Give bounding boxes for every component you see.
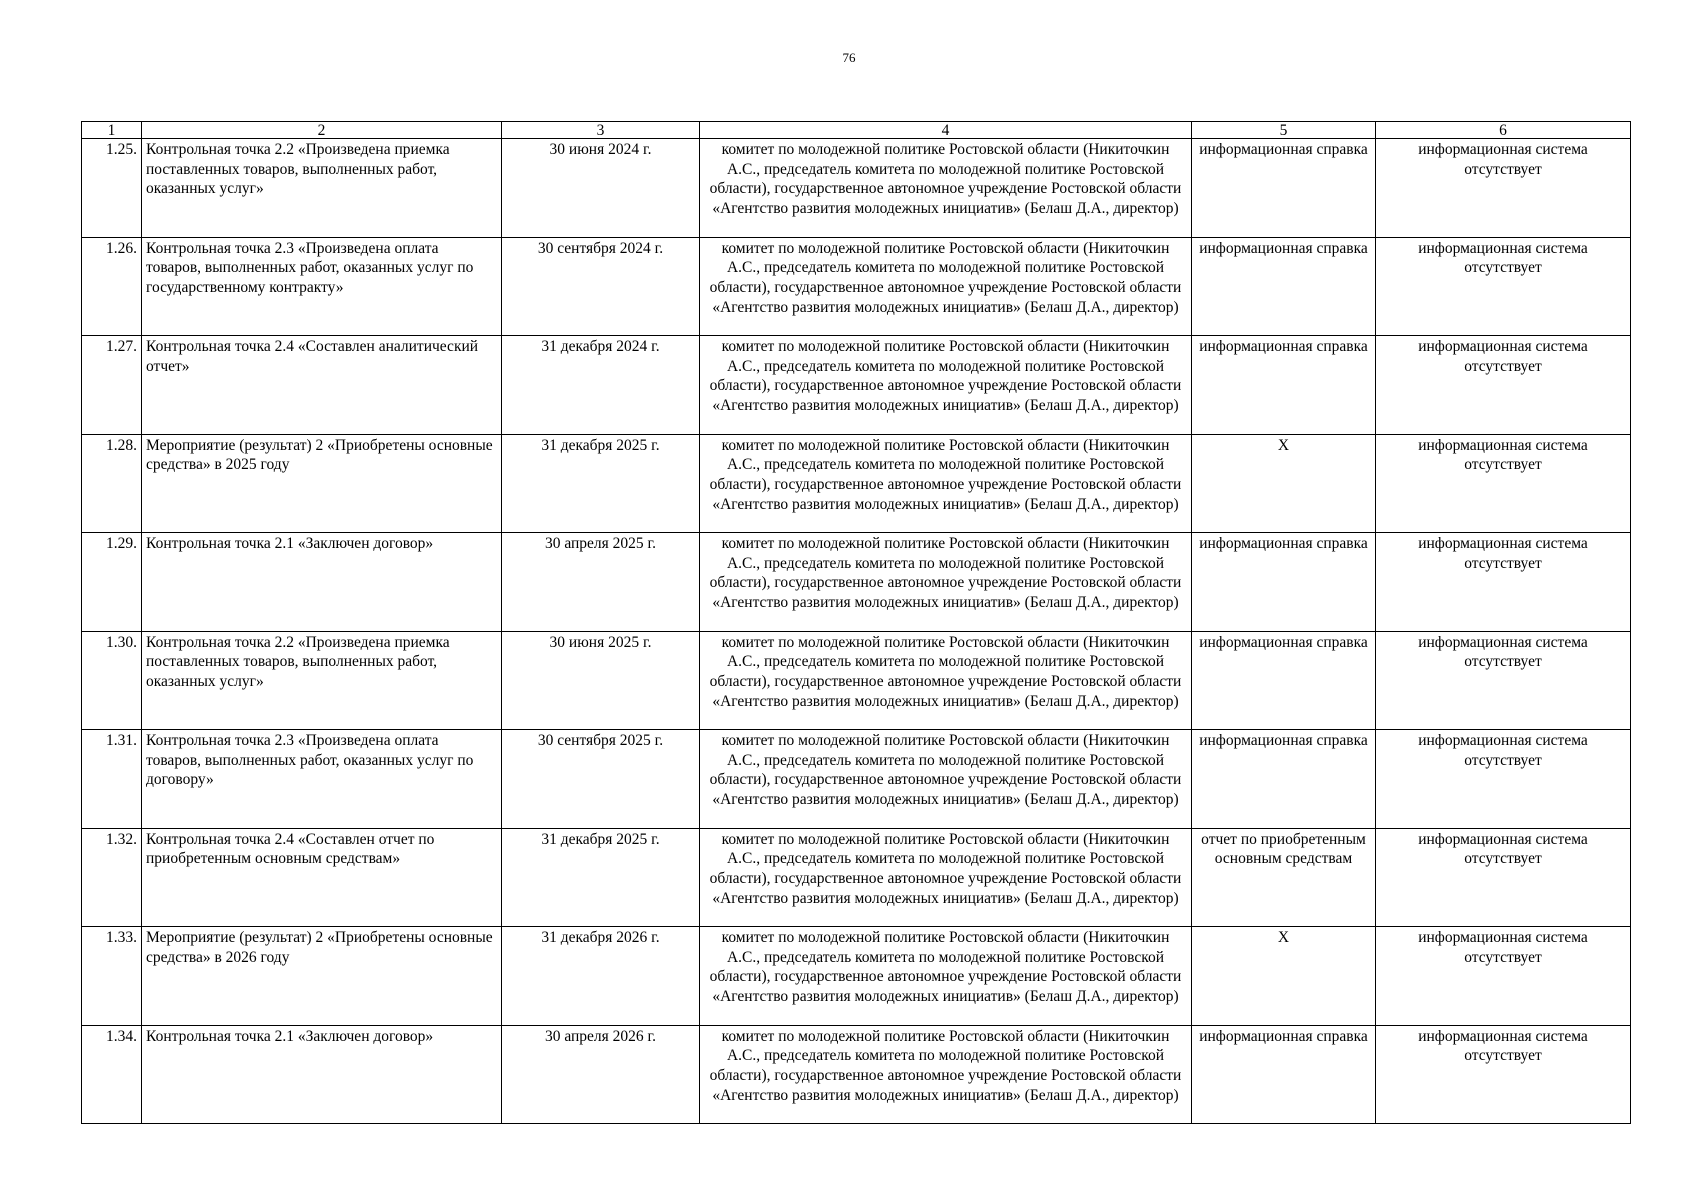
row-document: информационная справка (1192, 631, 1376, 730)
row-event-name: Контрольная точка 2.3 «Произведена оплата товаров, выполненных работ, оказанных услуг по договору» (142, 730, 502, 829)
row-deadline: 31 декабря 2026 г. (502, 927, 700, 1026)
row-info-system: информационная система отсутствует (1376, 533, 1631, 632)
table-row (82, 631, 1631, 730)
row-responsible: комитет по молодежной политике Ростовской области (Никиточкин А.С., председатель комитета по молодежной политике Ростовской области), государственное автономное учреждение Ростовской области «Агентство развития молодежных инициатив» (Белаш Д.А., директор) (700, 237, 1192, 336)
row-number: 1.28. (82, 434, 142, 533)
table-row (82, 237, 1631, 336)
row-event-name: Контрольная точка 2.4 «Составлен отчет по приобретенным основным средствам» (142, 828, 502, 927)
row-deadline: 30 июня 2025 г. (502, 631, 700, 730)
row-number: 1.27. (82, 336, 142, 435)
row-deadline: 30 сентября 2024 г. (502, 237, 700, 336)
row-document: информационная справка (1192, 1025, 1376, 1124)
plan-table (81, 121, 1631, 1124)
row-deadline: 30 сентября 2025 г. (502, 730, 700, 829)
header-col-1: 1 (82, 122, 142, 139)
row-deadline: 31 декабря 2024 г. (502, 336, 700, 435)
row-info-system: информационная система отсутствует (1376, 927, 1631, 1026)
row-info-system: информационная система отсутствует (1376, 1025, 1631, 1124)
row-number: 1.25. (82, 139, 142, 238)
row-responsible: комитет по молодежной политике Ростовской области (Никиточкин А.С., председатель комитета по молодежной политике Ростовской области), государственное автономное учреждение Ростовской области «Агентство развития молодежных инициатив» (Белаш Д.А., директор) (700, 1025, 1192, 1124)
row-deadline: 30 апреля 2026 г. (502, 1025, 700, 1124)
row-number: 1.29. (82, 533, 142, 632)
row-event-name: Контрольная точка 2.1 «Заключен договор» (142, 533, 502, 632)
table-row (82, 434, 1631, 533)
row-number: 1.30. (82, 631, 142, 730)
row-deadline: 31 декабря 2025 г. (502, 828, 700, 927)
row-document: информационная справка (1192, 730, 1376, 829)
table-row (82, 139, 1631, 238)
table-row (82, 927, 1631, 1026)
row-responsible: комитет по молодежной политике Ростовской области (Никиточкин А.С., председатель комитета по молодежной политике Ростовской области), государственное автономное учреждение Ростовской области «Агентство развития молодежных инициатив» (Белаш Д.А., директор) (700, 631, 1192, 730)
row-info-system: информационная система отсутствует (1376, 730, 1631, 829)
row-info-system: информационная система отсутствует (1376, 139, 1631, 238)
row-document: информационная справка (1192, 237, 1376, 336)
header-col-6: 6 (1376, 122, 1631, 139)
table-row (82, 533, 1631, 632)
header-col-2: 2 (142, 122, 502, 139)
row-responsible: комитет по молодежной политике Ростовской области (Никиточкин А.С., председатель комитета по молодежной политике Ростовской области), государственное автономное учреждение Ростовской области «Агентство развития молодежных инициатив» (Белаш Д.А., директор) (700, 139, 1192, 238)
row-number: 1.32. (82, 828, 142, 927)
row-responsible: комитет по молодежной политике Ростовской области (Никиточкин А.С., председатель комитета по молодежной политике Ростовской области), государственное автономное учреждение Ростовской области «Агентство развития молодежных инициатив» (Белаш Д.А., директор) (700, 730, 1192, 829)
row-responsible: комитет по молодежной политике Ростовской области (Никиточкин А.С., председатель комитета по молодежной политике Ростовской области), государственное автономное учреждение Ростовской области «Агентство развития молодежных инициатив» (Белаш Д.А., директор) (700, 927, 1192, 1026)
row-number: 1.26. (82, 237, 142, 336)
row-info-system: информационная система отсутствует (1376, 828, 1631, 927)
header-col-5: 5 (1192, 122, 1376, 139)
row-document: информационная справка (1192, 139, 1376, 238)
row-number: 1.33. (82, 927, 142, 1026)
row-event-name: Контрольная точка 2.2 «Произведена приемка поставленных товаров, выполненных работ, оказанных услуг» (142, 631, 502, 730)
table-row (82, 336, 1631, 435)
header-col-3: 3 (502, 122, 700, 139)
row-document: отчет по приобретенным основным средствам (1192, 828, 1376, 927)
row-event-name: Контрольная точка 2.3 «Произведена оплата товаров, выполненных работ, оказанных услуг по государственному контракту» (142, 237, 502, 336)
table-header (82, 122, 1631, 139)
table-row (82, 730, 1631, 829)
row-deadline: 30 апреля 2025 г. (502, 533, 700, 632)
row-responsible: комитет по молодежной политике Ростовской области (Никиточкин А.С., председатель комитета по молодежной политике Ростовской области), государственное автономное учреждение Ростовской области «Агентство развития молодежных инициатив» (Белаш Д.А., директор) (700, 533, 1192, 632)
header-row (82, 122, 1631, 139)
header-col-4: 4 (700, 122, 1192, 139)
row-event-name: Мероприятие (результат) 2 «Приобретены основные средства» в 2025 году (142, 434, 502, 533)
row-info-system: информационная система отсутствует (1376, 237, 1631, 336)
row-number: 1.34. (82, 1025, 142, 1124)
row-deadline: 31 декабря 2025 г. (502, 434, 700, 533)
row-info-system: информационная система отсутствует (1376, 434, 1631, 533)
row-responsible: комитет по молодежной политике Ростовской области (Никиточкин А.С., председатель комитета по молодежной политике Ростовской области), государственное автономное учреждение Ростовской области «Агентство развития молодежных инициатив» (Белаш Д.А., директор) (700, 434, 1192, 533)
row-info-system: информационная система отсутствует (1376, 631, 1631, 730)
row-event-name: Контрольная точка 2.4 «Составлен аналитический отчет» (142, 336, 502, 435)
row-responsible: комитет по молодежной политике Ростовской области (Никиточкин А.С., председатель комитета по молодежной политике Ростовской области), государственное автономное учреждение Ростовской области «Агентство развития молодежных инициатив» (Белаш Д.А., директор) (700, 828, 1192, 927)
table-row (82, 1025, 1631, 1124)
row-document: Х (1192, 434, 1376, 533)
row-info-system: информационная система отсутствует (1376, 336, 1631, 435)
row-document: информационная справка (1192, 336, 1376, 435)
row-number: 1.31. (82, 730, 142, 829)
row-document: информационная справка (1192, 533, 1376, 632)
row-event-name: Мероприятие (результат) 2 «Приобретены основные средства» в 2026 году (142, 927, 502, 1026)
row-document: Х (1192, 927, 1376, 1026)
row-responsible: комитет по молодежной политике Ростовской области (Никиточкин А.С., председатель комитета по молодежной политике Ростовской области), государственное автономное учреждение Ростовской области «Агентство развития молодежных инициатив» (Белаш Д.А., директор) (700, 336, 1192, 435)
row-event-name: Контрольная точка 2.1 «Заключен договор» (142, 1025, 502, 1124)
row-deadline: 30 июня 2024 г. (502, 139, 700, 238)
page-number: 76 (842, 50, 856, 65)
table-body (82, 139, 1631, 1124)
row-event-name: Контрольная точка 2.2 «Произведена приемка поставленных товаров, выполненных работ, оказанных услуг» (142, 139, 502, 238)
table-row (82, 828, 1631, 927)
